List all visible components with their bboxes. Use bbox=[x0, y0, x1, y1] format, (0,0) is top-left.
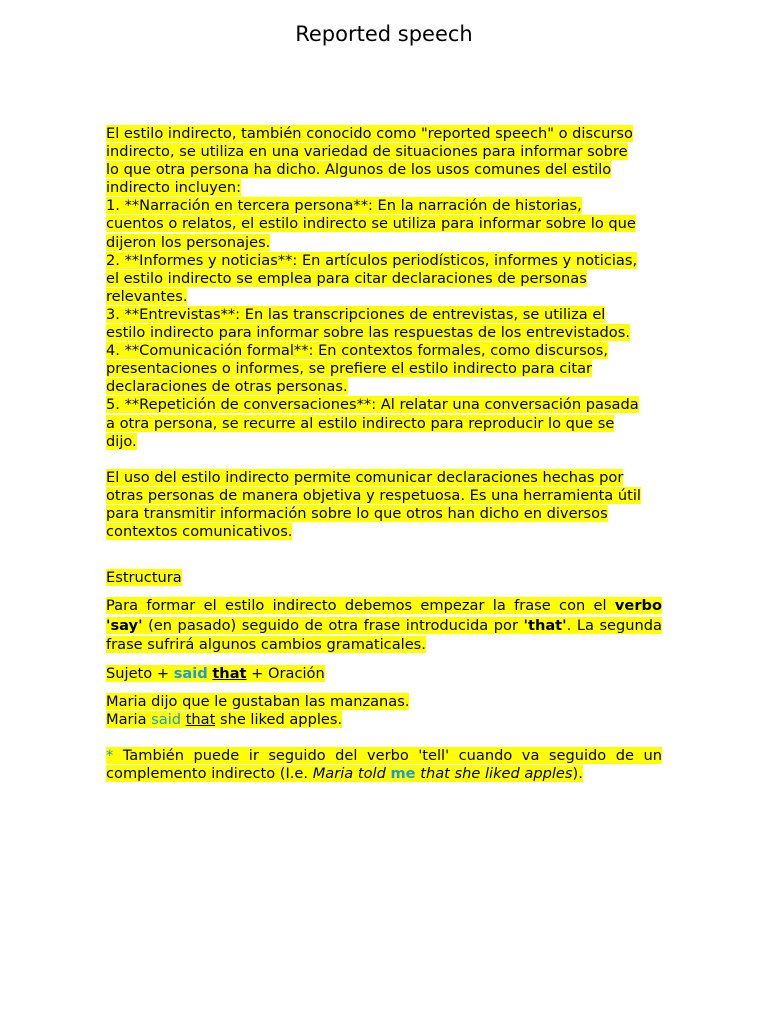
summary-line: otras personas de manera objetiva y respetuosa. Es una herramienta útil bbox=[106, 486, 641, 504]
intro-line: lo que otra persona ha dicho. Algunos de los usos comunes del estilo bbox=[106, 161, 612, 179]
structure-text-a: Para formar el estilo indirecto debemos empezar la frase con el bbox=[106, 597, 615, 615]
document-body bbox=[106, 125, 662, 783]
summary-paragraph bbox=[106, 469, 662, 541]
intro-line: El estilo indirecto, también conocido como "reported speech" o discurso bbox=[106, 125, 633, 142]
structure-text-c: . La segunda frase sufrirá algunos cambios gramaticales. bbox=[106, 616, 662, 654]
example-block bbox=[106, 693, 662, 729]
example-en-that: that bbox=[185, 710, 216, 728]
note-italic-b: that she liked apples bbox=[415, 765, 573, 783]
intro-paragraph bbox=[106, 125, 662, 451]
note-text-b: ). bbox=[572, 765, 583, 783]
example-spanish: Maria dijo que le gustaban las manzanas. bbox=[106, 692, 410, 710]
example-en-start: Maria bbox=[106, 710, 152, 728]
intro-line: indirecto incluyen: bbox=[106, 179, 242, 197]
formula-rest: + Oración bbox=[246, 664, 325, 682]
example-en-space bbox=[181, 711, 186, 728]
intro-line: indirecto, se utiliza en una variedad de situaciones para informar sobre bbox=[106, 143, 628, 161]
list-item-3: 3. **Entrevistas**: En las transcripciones de entrevistas, se utiliza el bbox=[106, 305, 606, 323]
intro-line: cuentos o relatos, el estilo indirecto se utiliza para informar sobre lo que bbox=[106, 215, 636, 233]
intro-line: estilo indirecto para informar sobre las respuestas de los entrevistados. bbox=[106, 324, 630, 342]
list-item-1: 1. **Narración en tercera persona**: En la narración de historias, bbox=[106, 197, 582, 215]
section-heading-text: Estructura bbox=[106, 569, 182, 587]
formula-said: said bbox=[173, 664, 208, 682]
summary-line: El uso del estilo indirecto permite comunicar declaraciones hechas por bbox=[106, 468, 624, 486]
intro-line: a otra persona, se recurre al estilo indirecto para reproducir lo que se bbox=[106, 414, 615, 432]
summary-line: para transmitir información sobre lo que otros han dicho en diversos bbox=[106, 504, 608, 522]
note-paragraph bbox=[106, 747, 662, 783]
intro-line: dijeron los personajes. bbox=[106, 233, 271, 251]
structure-bold-that: 'that' bbox=[523, 616, 567, 634]
example-en-said: said bbox=[151, 710, 182, 728]
intro-line: presentaciones o informes, se prefiere el estilo indirecto para citar bbox=[106, 360, 593, 378]
formula-line bbox=[106, 665, 662, 683]
list-item-4: 4. **Comunicación formal**: En contextos formales, como discursos, bbox=[106, 342, 608, 360]
formula-subject: Sujeto + bbox=[106, 664, 174, 682]
formula-that: that bbox=[212, 664, 247, 682]
note-asterisk: * bbox=[106, 746, 114, 764]
note-italic-a: Maria told bbox=[312, 765, 391, 783]
intro-line: declaraciones de otras personas. bbox=[106, 378, 348, 396]
intro-line: relevantes. bbox=[106, 287, 188, 305]
section-heading-estructura bbox=[106, 569, 662, 587]
structure-paragraph bbox=[106, 596, 662, 655]
intro-line: dijo. bbox=[106, 432, 137, 450]
structure-text-b: (en pasado) seguido de otra frase introducida por bbox=[142, 616, 524, 634]
list-item-5: 5. **Repetición de conversaciones**: Al relatar una conversación pasada bbox=[106, 396, 639, 414]
intro-line: el estilo indirecto se emplea para citar declaraciones de personas bbox=[106, 269, 587, 287]
note-text-a: También puede ir seguido del verbo 'tell' cuando va seguido de un complemento indirecto (I.e. bbox=[106, 746, 662, 783]
example-en-end: she liked apples. bbox=[215, 710, 343, 728]
document-title: Reported speech bbox=[295, 22, 473, 46]
structure-bold-verb: verbo 'say' bbox=[106, 597, 662, 634]
list-item-2: 2. **Informes y noticias**: En artículos periodísticos, informes y noticias, bbox=[106, 251, 638, 269]
note-me: me bbox=[390, 765, 416, 783]
summary-line: contextos comunicativos. bbox=[106, 522, 293, 540]
